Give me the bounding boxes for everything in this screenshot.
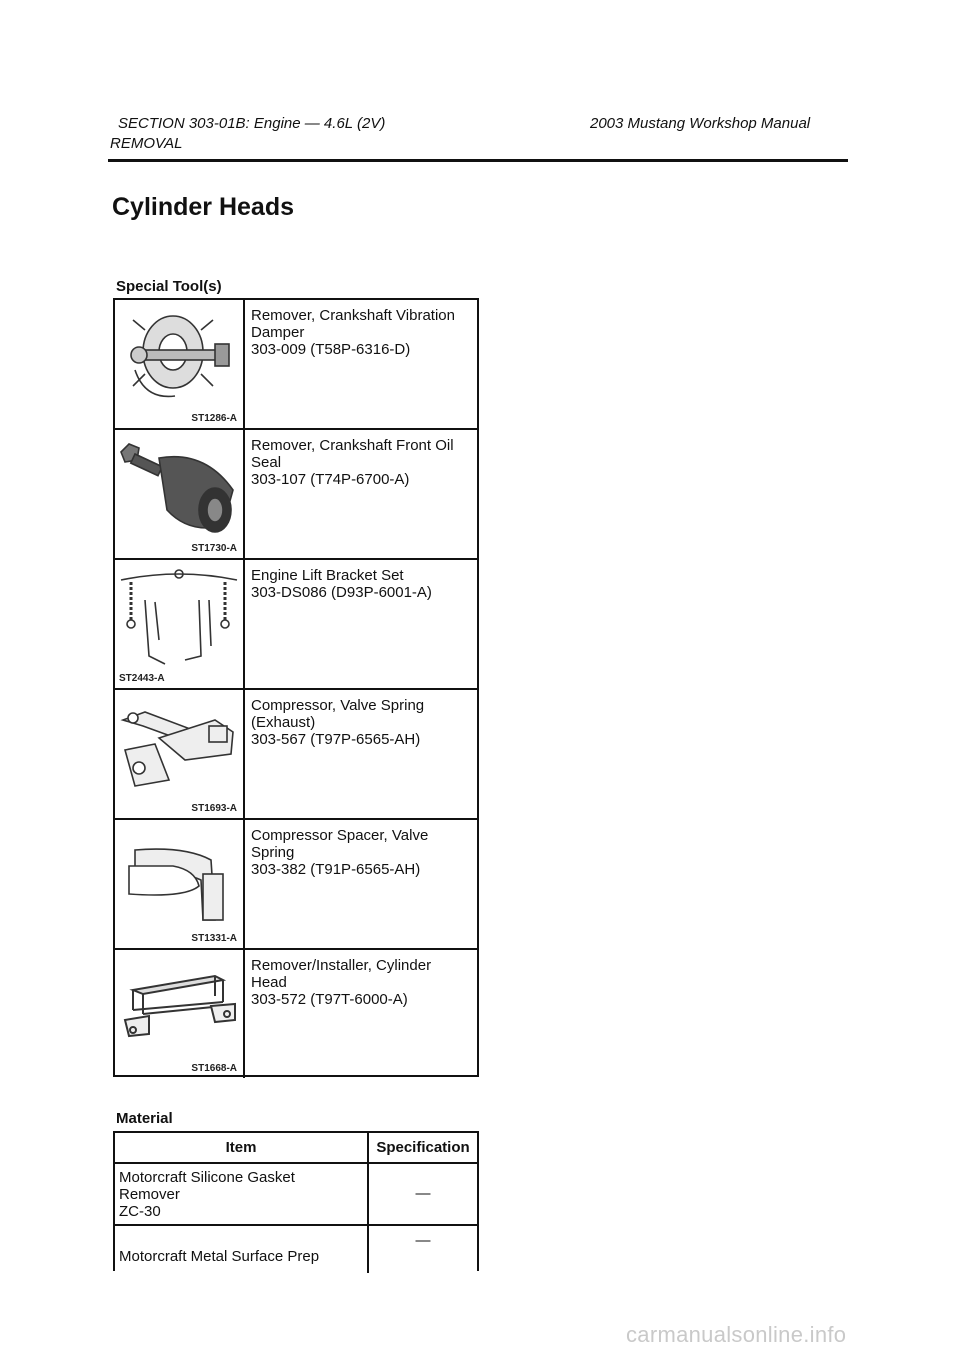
material-header-row (115, 1133, 477, 1164)
tool-code: ST1286-A (191, 413, 237, 424)
header-section: SECTION 303-01B: Engine — 4.6L (2V) (118, 115, 386, 132)
tool-description: Engine Lift Bracket Set 303-DS086 (D93P-6001-A) (251, 567, 432, 601)
special-tools-caption: Special Tool(s) (116, 278, 222, 295)
tool-row (115, 560, 477, 690)
oil-seal-remover-icon (115, 430, 243, 558)
damper-remover-icon (115, 300, 243, 428)
tool-illustration (115, 560, 245, 688)
cylinder-head-remover-icon (115, 950, 243, 1078)
tool-description: Compressor, Valve Spring (Exhaust) 303-567 (T97P-6565-AH) (251, 697, 425, 748)
tool-code: ST2443-A (119, 673, 165, 684)
table-row (115, 1164, 477, 1226)
page-title: Cylinder Heads (112, 193, 295, 221)
header-manual-title: 2003 Mustang Workshop Manual (590, 115, 811, 132)
tool-code: ST1668-A (191, 1063, 237, 1074)
tool-code: ST1730-A (191, 543, 237, 554)
lift-bracket-icon (115, 560, 243, 688)
tool-illustration (115, 690, 245, 818)
tool-description: Remover/Installer, Cylinder Head 303-572 (T97T-6000-A) (251, 957, 432, 1008)
column-header-specification: Specification (376, 1139, 470, 1156)
special-tools-table (113, 298, 479, 1077)
column-header-item: Item (115, 1133, 369, 1162)
tool-description: Remover, Crankshaft Front Oil Seal 303-107 (T74P-6700-A) (251, 437, 454, 488)
compressor-spacer-icon (115, 820, 243, 948)
tool-illustration (115, 950, 245, 1078)
material-item: Motorcraft Silicone Gasket Remover ZC-30 (119, 1169, 295, 1220)
valve-spring-compressor-icon (115, 690, 243, 818)
watermark: carmanualsonline.info (626, 1322, 847, 1347)
material-caption: Material (116, 1110, 173, 1127)
tool-row (115, 690, 477, 820)
material-spec: — (415, 1185, 431, 1202)
material-item: Motorcraft Metal Surface Prep (119, 1248, 320, 1265)
tool-row (115, 820, 477, 950)
tool-description: Remover, Crankshaft Vibration Damper 303-009 (T58P-6316-D) (251, 307, 455, 358)
tool-code: ST1693-A (191, 803, 237, 814)
tool-code: ST1331-A (191, 933, 237, 944)
header-rule (108, 159, 848, 162)
tool-illustration (115, 820, 245, 948)
header-subsection: REMOVAL (110, 135, 183, 152)
tool-row (115, 430, 477, 560)
tool-illustration (115, 430, 245, 558)
material-table (113, 1131, 479, 1271)
tool-description: Compressor Spacer, Valve Spring 303-382 (T91P-6565-AH) (251, 827, 429, 878)
material-spec: — (415, 1232, 431, 1249)
tool-row (115, 300, 477, 430)
tool-illustration (115, 300, 245, 428)
tool-row (115, 950, 477, 1078)
table-row (115, 1226, 477, 1273)
